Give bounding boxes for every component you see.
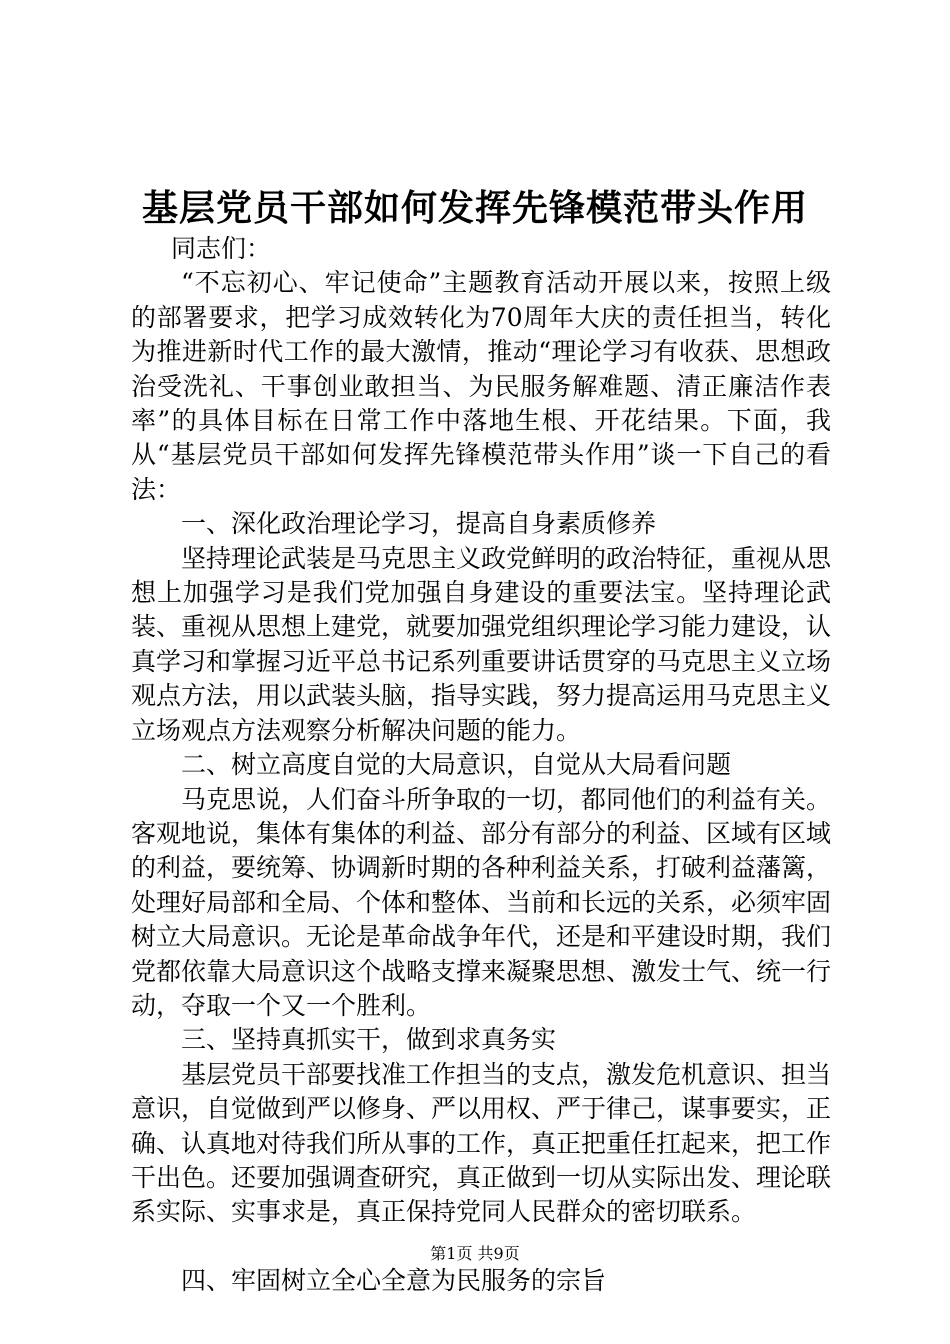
section-heading-3: 三、坚持真抓实干，做到求真务实: [181, 1025, 557, 1055]
document-body: [131, 232, 831, 1298]
section-body-2: 马克思说，人们奋斗所争取的一切，都同他们的利益有关。客观地说，集体有集体的利益、部分有部分的利益、区域有区域的利益，要统筹、协调新时期的各种利益关系，打破利益藩篱，处理好局部和全局、个体和整体、当前和长远的关系，必须牢固树立大局意识。无论是革命战争年代，还是和平建设时期，我们党都依靠大局意识这个战略支撑来凝聚思想、激发士气、统一行动，夺取一个又一个胜利。: [131, 784, 832, 1020]
greeting: 同志们：: [171, 234, 272, 263]
section-body-1: 坚持理论武装是马克思主义政党鲜明的政治特征，重视从思想上加强学习是我们党加强自身建设的重要法宝。坚持理论武装、重视从思想上建党，就要加强党组织理论学习能力建设，认真学习和掌握习近平总书记系列重要讲话贯穿的马克思主义立场观点方法，用以武装头脑，指导实践，努力提高运用马克思主义立场观点方法观察分析解决问题的能力。: [131, 543, 832, 745]
section-heading-4: 四、牢固树立全心全意为民服务的宗旨: [181, 1265, 607, 1295]
intro-paragraph: “不忘初心、牢记使命”主题教育活动开展以来，按照上级的部署要求，把学习成效转化为70周年大庆的责任担当，转化为推进新时代工作的最大激情，推动“理论学习有收获、思想政治受洗礼、干事创业敢担当、为民服务解难题、清正廉洁作表率”的具体目标在日常工作中落地生根、开花结果。下面，我从“基层党员干部如何发挥先锋模范带头作用”谈一下自己的看法：: [131, 268, 831, 504]
document-title: 基层党员干部如何发挥先锋模范带头作用: [141, 187, 808, 229]
section-heading-2: 二、树立高度自觉的大局意识，自觉从大局看问题: [181, 750, 732, 780]
section-body-3: 基层党员干部要找准工作担当的支点，激发危机意识、担当意识，自觉做到严以修身、严以用权、严于律己，谋事要实，正确、认真地对待我们所从事的工作，真正把重任扛起来，把工作干出色。还要加强调查研究，真正做到一切从实际出发、理论联系实际、实事求是，真正保持党同人民群众的密切联系。: [131, 1059, 832, 1227]
page-footer: 第1页 共9页: [430, 1244, 520, 1263]
section-heading-1: 一、深化政治理论学习，提高自身素质修养: [181, 509, 657, 539]
